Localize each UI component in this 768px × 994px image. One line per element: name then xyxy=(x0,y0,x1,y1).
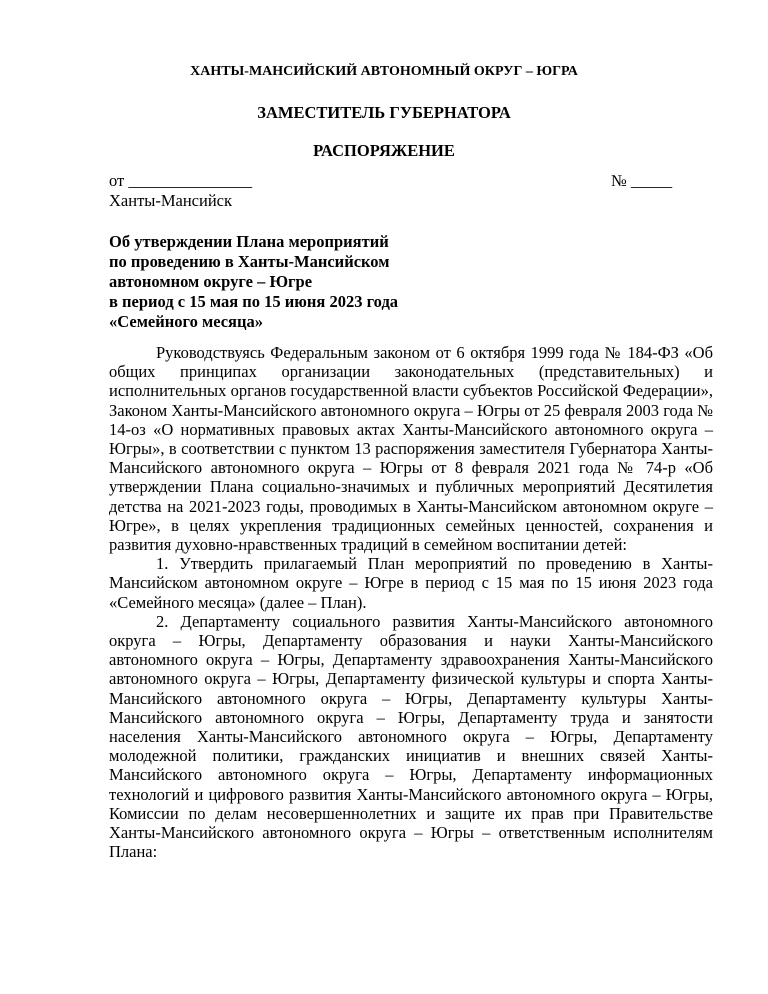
region-title: ХАНТЫ-МАНСИЙСКИЙ АВТОНОМНЫЙ ОКРУГ – ЮГРА xyxy=(190,64,578,79)
document-body xyxy=(109,343,713,861)
city-name: Ханты-Мансийск xyxy=(109,191,233,210)
position-title: ЗАМЕСТИТЕЛЬ ГУБЕРНАТОРА xyxy=(257,103,511,122)
body-paragraph xyxy=(109,554,713,612)
subject-line: автономном округе – Югре xyxy=(109,272,313,291)
subject-line: «Семейного месяца» xyxy=(109,312,263,331)
subject-line: Об утверждении Плана мероприятий xyxy=(109,232,389,251)
body-paragraph xyxy=(109,343,713,554)
paragraph-text: 2. Департаменту социального развития Ханты-Мансийского автономного округа – Югры, Департаменту образования и науки Ханты-Мансийского автономного округа – Югры, Департаменту здравоохранения Ханты-Мансийского автономного округа – Югры, Департаменту физической культуры и спорта Ханты-Мансийского автономного округа – Югры, Департаменту культуры Ханты-Мансийского автономного округа – Югры, Департаменту труда и занятости населения Ханты-Мансийского автономного округа – Югры, Департаменту молодежной политики, гражданских инициатив и внешних связей Ханты-Мансийского автономного округа – Югры, Департаменту информационных технологий и цифрового развития Ханты-Мансийского автономного округа – Югры, Комиссии по делам несовершеннолетних и защите их прав при Правительстве Ханты-Мансийского автономного округа – Югры – ответственным исполнителям Плана: xyxy=(109,611,713,862)
document-type-title: РАСПОРЯЖЕНИЕ xyxy=(313,141,455,160)
paragraph-text: 1. Утвердить прилагаемый План мероприятий по проведению в Ханты-Мансийском автономном округе – Югре в период с 15 мая по 15 июня 2023 года «Семейного месяца» (далее – План). xyxy=(109,554,713,612)
paragraph-text: Руководствуясь Федеральным законом от 6 октября 1999 года № 184-ФЗ «Об общих принципах организации законодательных (представительных) и исполнительных органов государственной власти субъектов Российской Федерации», Законом Ханты-Мансийского автономного округа – Югры от 25 февраля 2003 года № 14-оз «О нормативных правовых актах Ханты-Мансийского автономного округа – Югры», в соответствии с пунктом 13 распоряжения заместителя Губернатора Ханты-Мансийского автономного округа – Югры от 8 февраля 2021 года № 74-р «Об утверждении Плана социально-значимых и публичных мероприятий Десятилетия детства на 2021-2023 годы, проводимых в Ханты-Мансийском автономном округе – Югре», в целях укрепления традиционных семейных ценностей, сохранения и развития духовно-нравственных традиций в семейном воспитании детей: xyxy=(109,343,713,555)
document-subject xyxy=(109,232,398,332)
date-line: от _______________ xyxy=(109,171,253,190)
number-line: № _____ xyxy=(611,171,673,190)
body-paragraph xyxy=(109,612,713,862)
subject-line: в период с 15 мая по 15 июня 2023 года xyxy=(109,292,399,311)
subject-line: по проведению в Ханты-Мансийском xyxy=(109,252,390,271)
